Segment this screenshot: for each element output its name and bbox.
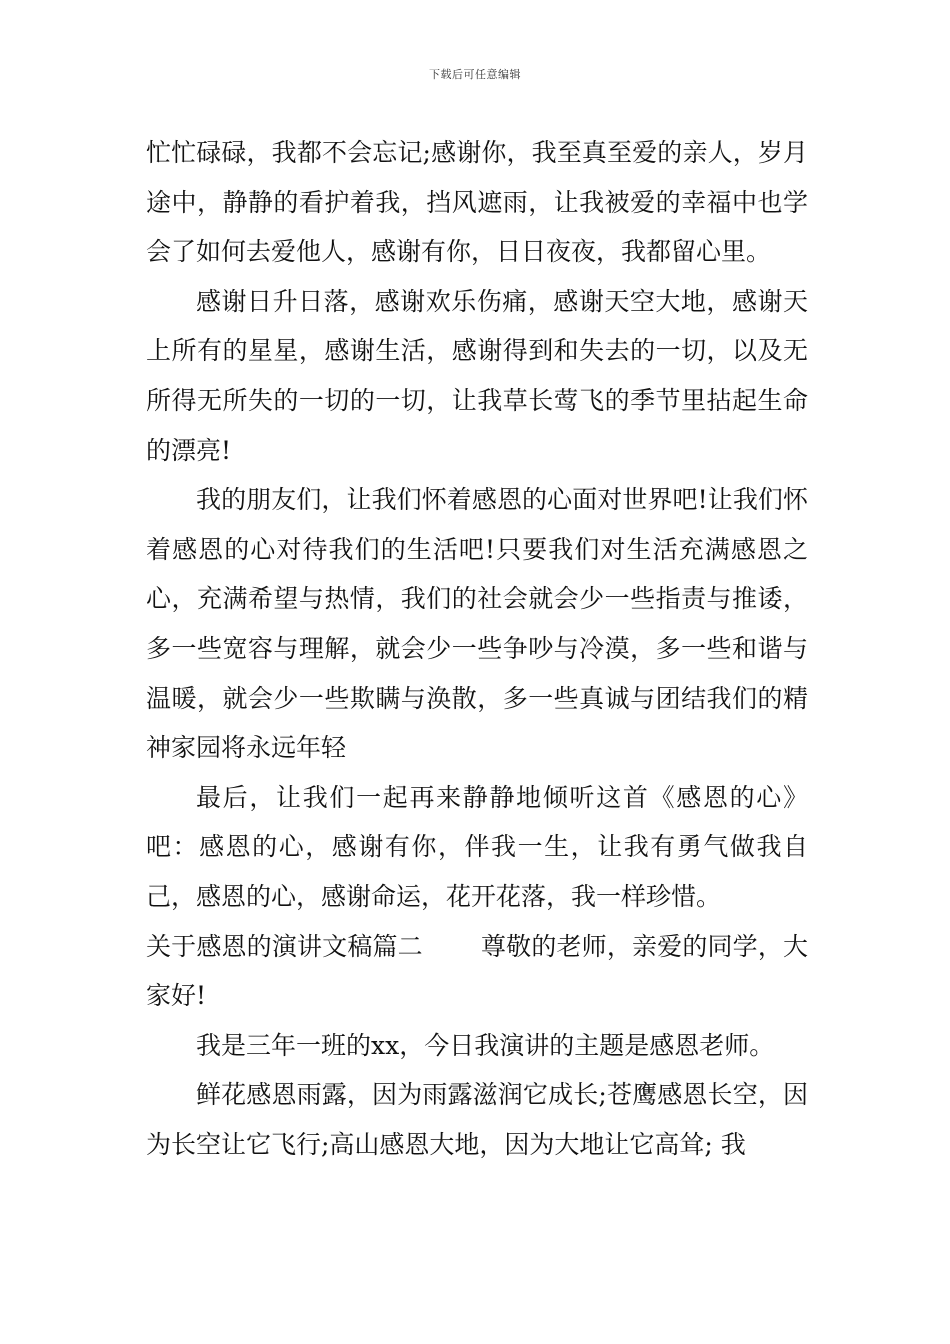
section-greeting: 尊敬的老师，亲爱的同学，大家好! <box>146 931 808 1011</box>
paragraph-4: 最后，让我们一起再来静静地倾听这首《感恩的心》吧：感恩的心，感谢有你，伴我一生，让我有勇气做我自己，感恩的心，感谢命运，花开花落，我一样珍惜。 <box>146 782 808 911</box>
section-heading-line <box>146 922 808 1021</box>
paragraph-1: 忙忙碌碌，我都不会忘记;感谢你，我至真至爱的亲人，岁月途中，静静的看护着我，挡风遮雨，让我被爱的幸福中也学会了如何去爱他人，感谢有你，日日夜夜，我都留心里。 <box>146 138 808 267</box>
document-body <box>146 128 808 1169</box>
paragraph-2: 感谢日升日落，感谢欢乐伤痛，感谢天空大地，感谢天上所有的星星，感谢生活，感谢得到和失去的一切，以及无所得无所失的一切的一切，让我草长莺飞的季节里拈起生命的漂亮! <box>146 286 808 465</box>
paragraph-5: 我是三年一班的xx，今日我演讲的主题是感恩老师。 <box>196 1030 775 1060</box>
page-header: 下载后可任意编辑 <box>429 68 521 81</box>
section-title: 关于感恩的演讲文稿篇二 <box>146 931 423 961</box>
paragraph-3: 我的朋友们，让我们怀着感恩的心面对世界吧!让我们怀着感恩的心对待我们的生活吧!只要我们对生活充满感恩之心，充满希望与热情，我们的社会就会少一些指责与推诿，多一些宽容与理解，就会少一些争吵与冷漠，多一些和谐与温暖，就会少一些欺瞒与涣散，多一些真诚与团结我们的精神家园将永远年轻 <box>146 485 808 763</box>
paragraph-6: 鲜花感恩雨露，因为雨露滋润它成长;苍鹰感恩长空，因为长空让它飞行;高山感恩大地，因为大地让它高耸; 我 <box>146 1080 808 1159</box>
